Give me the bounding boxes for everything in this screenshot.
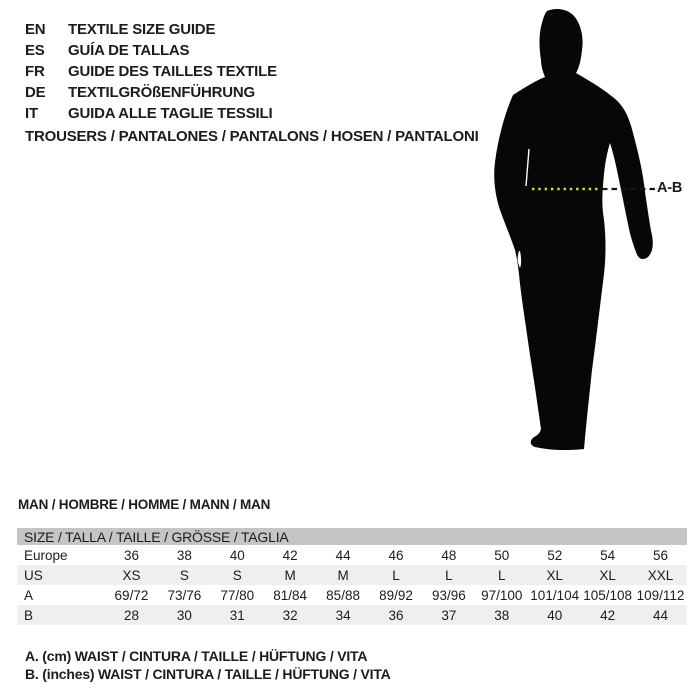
size-table-body (17, 545, 687, 625)
table-cell: 37 (441, 607, 457, 623)
table-cell: 52 (547, 547, 563, 563)
category-title: TROUSERS / PANTALONES / PANTALONS / HOSEN / PANTALONI (25, 128, 479, 145)
row-label: US (24, 567, 43, 583)
table-cell: 54 (600, 547, 616, 563)
table-cell: 38 (494, 607, 510, 623)
table-cell: 44 (653, 607, 669, 623)
row-label: A (24, 587, 34, 603)
size-table-header (17, 528, 687, 545)
table-cell: L (498, 567, 506, 583)
table-cell: XS (122, 567, 141, 583)
table-cell: 28 (123, 607, 139, 623)
section-title: MAN / HOMBRE / HOMME / MANN / MAN (18, 497, 271, 512)
table-cell: XXL (647, 567, 674, 583)
row-label: Europe (24, 547, 68, 563)
table-cell: 46 (388, 547, 404, 563)
table-cell: 105/108 (583, 587, 633, 603)
table-cell: XL (546, 567, 563, 583)
size-table-row (17, 585, 687, 605)
table-cell: 44 (335, 547, 351, 563)
footnotes (25, 647, 391, 683)
table-cell: 50 (494, 547, 510, 563)
table-cell: 42 (600, 607, 616, 623)
table-cell: 30 (176, 607, 192, 623)
table-cell: M (284, 567, 296, 583)
table-cell: 93/96 (431, 587, 466, 603)
size-table-header-label: SIZE / TALLA / TAILLE / GRÖSSE / TAGLIA (24, 528, 289, 545)
size-table-row (17, 565, 687, 585)
language-row (25, 103, 277, 124)
footnote-line: B. (inches) WAIST / CINTURA / TAILLE / HÜFTUNG / VITA (25, 666, 391, 682)
table-cell: 38 (176, 547, 192, 563)
language-row (25, 19, 277, 40)
table-cell: 48 (441, 547, 457, 563)
language-row (25, 40, 277, 61)
language-code: FR (25, 63, 45, 80)
table-cell: 77/80 (220, 587, 255, 603)
table-cell: 36 (123, 547, 139, 563)
table-cell: S (232, 567, 242, 583)
row-label: B (24, 607, 34, 623)
language-code: IT (25, 105, 38, 122)
language-label: TEXTILE SIZE GUIDE (68, 21, 216, 38)
table-cell: S (179, 567, 189, 583)
table-cell: 34 (335, 607, 351, 623)
man-silhouette (494, 9, 653, 450)
table-cell: 69/72 (114, 587, 149, 603)
table-cell: XL (599, 567, 616, 583)
table-cell: 42 (282, 547, 298, 563)
table-cell: 85/88 (326, 587, 360, 603)
language-code: DE (25, 84, 46, 101)
table-cell: 109/112 (636, 587, 685, 603)
table-cell: 81/84 (273, 587, 308, 603)
footnote-line: A. (cm) WAIST / CINTURA / TAILLE / HÜFTUNG / VITA (25, 648, 368, 664)
measurement-label: A-B (657, 180, 683, 196)
table-cell: 97/100 (481, 587, 523, 603)
table-cell: 40 (229, 547, 245, 563)
size-table (17, 528, 687, 625)
table-cell: 40 (547, 607, 563, 623)
table-cell: L (392, 567, 400, 583)
table-cell: M (337, 567, 349, 583)
size-table-row (17, 545, 687, 565)
table-cell: 101/104 (530, 587, 580, 603)
table-cell: 32 (282, 607, 298, 623)
language-label: GUIDE DES TAILLES TEXTILE (68, 63, 277, 80)
table-cell: L (445, 567, 453, 583)
language-label: GUÍA DE TALLAS (68, 42, 190, 59)
language-list (25, 19, 277, 124)
language-row (25, 61, 277, 82)
table-cell: 89/92 (379, 587, 413, 603)
language-code: EN (25, 21, 46, 38)
language-label: TEXTILGRÖßENFÜHRUNG (68, 84, 256, 101)
table-cell: 31 (229, 607, 245, 623)
language-code: ES (25, 42, 45, 59)
size-table-row (17, 605, 687, 625)
language-row (25, 82, 277, 103)
table-cell: 56 (653, 547, 669, 563)
language-label: GUIDA ALLE TAGLIE TESSILI (68, 105, 273, 122)
table-cell: 73/76 (167, 587, 202, 603)
table-cell: 36 (388, 607, 404, 623)
